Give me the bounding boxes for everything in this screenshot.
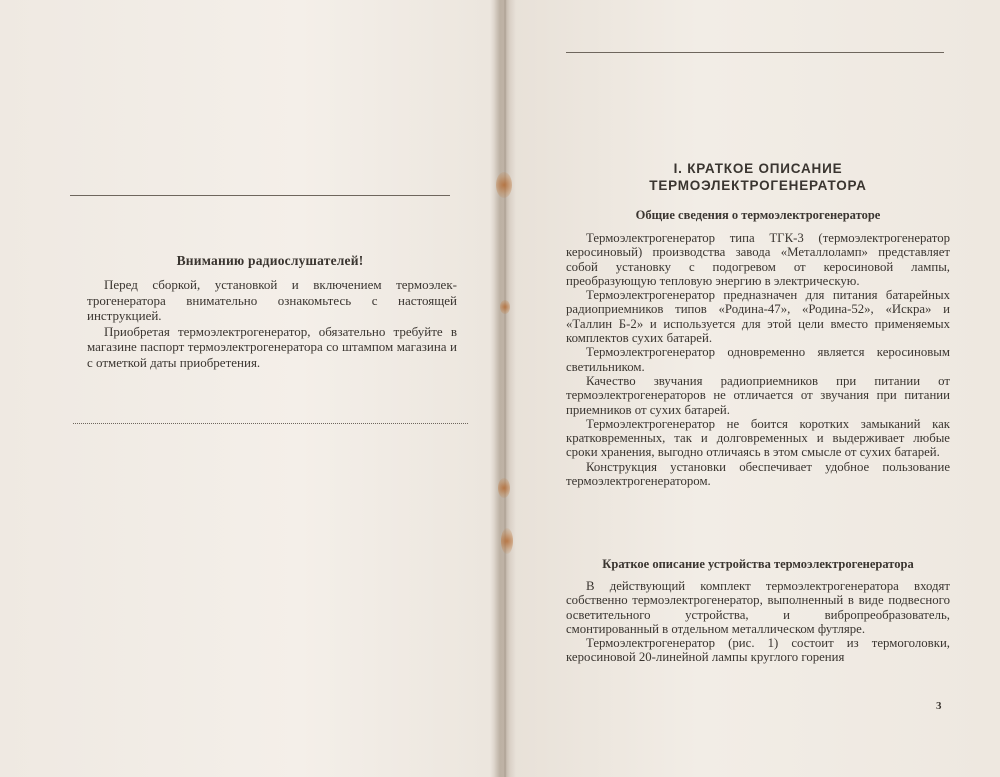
section-text	[566, 579, 950, 665]
notice-paragraph: Перед сборкой, установкой и включением термоэлектрогенератора внимательно ознакомьтесь с настоящей инструкцией.	[87, 277, 457, 323]
text-paragraph: В действующий комплект термоэлектрогенератора входят собственно термоэлектрогенератор, выполненный в виде подвесного осветительного устройства, и вибропреобразователь, смонтированный в отдельном металлическом футляре.	[566, 579, 950, 636]
text-paragraph: Качество звучания радиоприемников при питании от термоэлектрогенераторов не отличается от звучания при питании приемников от сухих батарей.	[566, 373, 950, 417]
section-title	[568, 160, 948, 194]
section-title-line: ТЕРМОЭЛЕКТРОГЕНЕРАТОРА	[649, 178, 867, 193]
text-paragraph: Термоэлектрогенератор одновременно является керосиновым светильником.	[566, 345, 950, 374]
notice-paragraph: Приобретая термоэлектрогенератор, обязательно требуйте в магазине паспорт термоэлектрогенератора со штампом магазина и с отметкой даты приобретения.	[87, 323, 457, 370]
top-divider	[70, 195, 450, 196]
top-divider	[566, 52, 944, 53]
subsection-title: Общие сведения о термоэлектрогенераторе	[635, 208, 881, 222]
section-text	[566, 231, 950, 488]
page-number: 3	[936, 700, 942, 712]
text-paragraph: Термоэлектрогенератор не боится коротких замыканий как кратковременных, так и долговременных и выдерживает любые сроки хранения, выгодно отличаясь в этом смысле от сухих батарей.	[566, 416, 950, 460]
section-title-line: I. КРАТКОЕ ОПИСАНИЕ	[673, 161, 843, 176]
text-paragraph: Термоэлектрогенератор предназначен для питания батарейных радиоприемников типов «Родина-47», «Родина-52», «Искра» и «Таллин Б-2» и используется для этой цели вместо применяемых комплектов сухих батарей.	[566, 288, 950, 346]
notice-title: Вниманию радиослушателей!	[176, 253, 364, 268]
text-paragraph: Термоэлектрогенератор типа ТГК-3 (термоэлектрогенератор керосиновый) производства завода «Металлоламп» представляет собой установку с подогревом от керосиновой лампы, преобразующую тепловую энергию в электрическую.	[566, 231, 950, 288]
text-paragraph: Термоэлектрогенератор (рис. 1) состоит из термоголовки, керосиновой 20-линейной лампы круглого горения	[566, 636, 950, 665]
notice-text	[87, 277, 457, 370]
bottom-divider	[73, 423, 468, 424]
subsection-title: Краткое описание устройства термоэлектрогенератора	[602, 557, 914, 571]
text-paragraph: Конструкция установки обеспечивает удобное пользование термоэлектрогенератором.	[566, 459, 950, 489]
